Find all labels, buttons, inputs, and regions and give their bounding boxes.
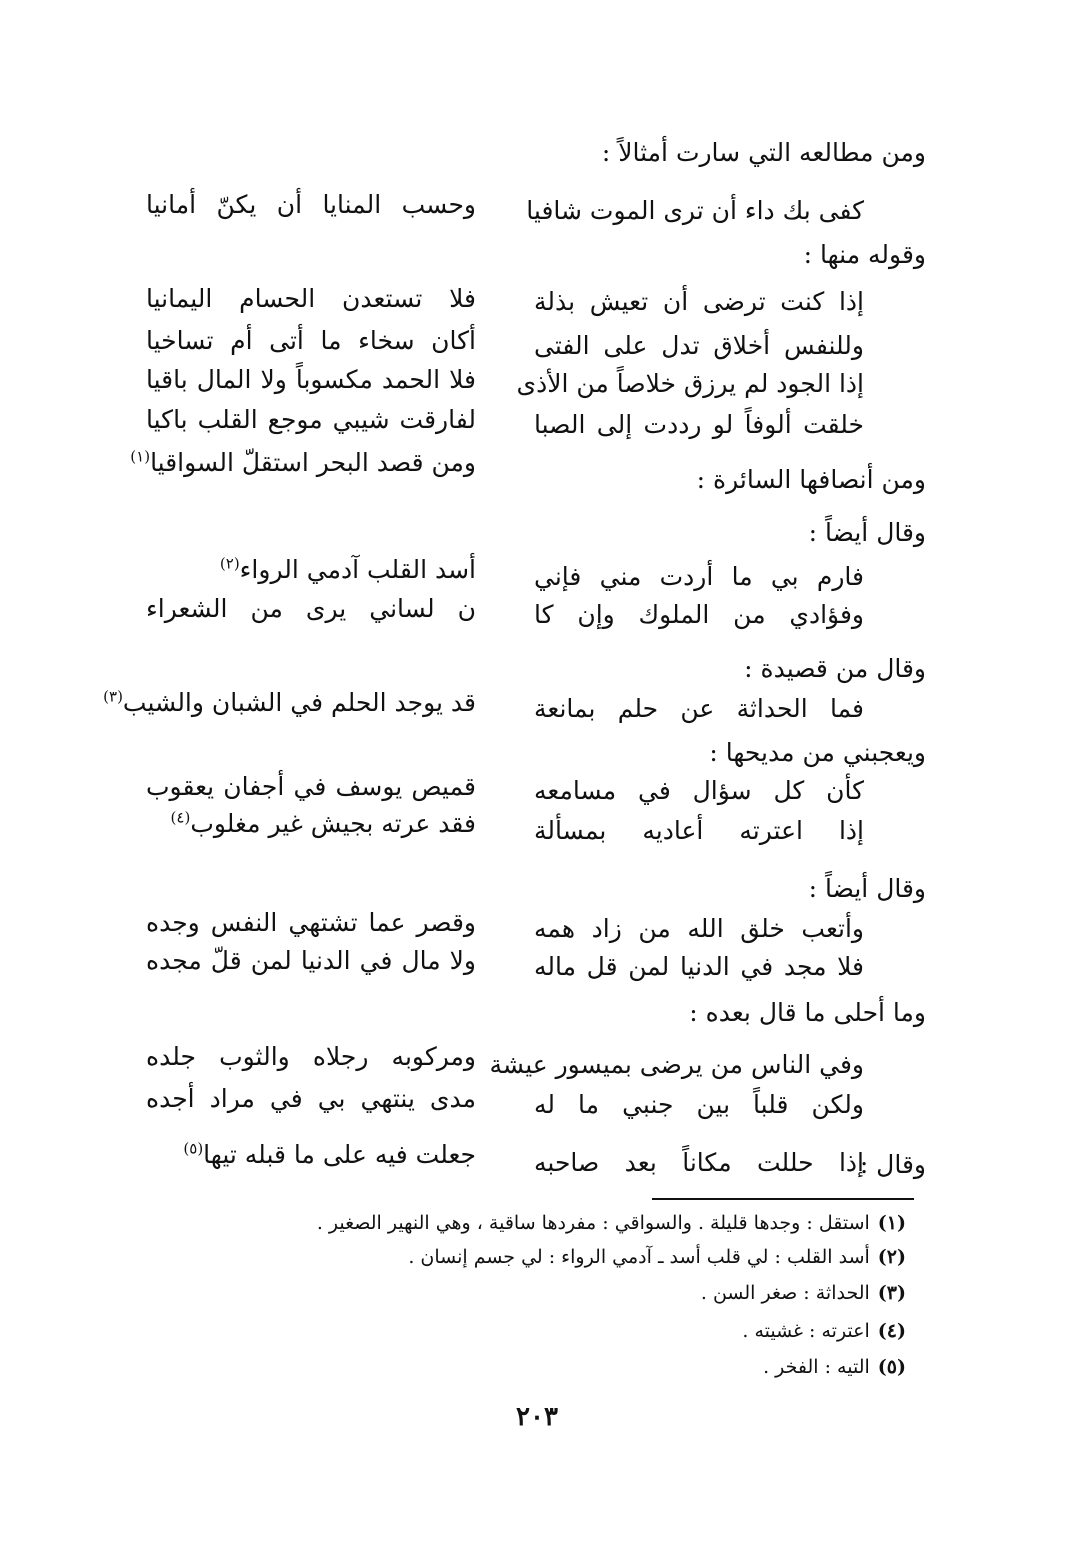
footnote-text: استقل : وجدها قليلة . والسواقي : مفردها ساقية ، وهي النهير الصغير . — [316, 1212, 870, 1234]
footnote-marker: (١) — [130, 447, 151, 466]
footnote-number: (٤) — [877, 1320, 906, 1342]
verse-first-hemistich: فما الحداثة عن حلم بمانعة — [534, 694, 864, 723]
verse-second-hemistich — [146, 553, 476, 587]
verse-second-hemistich — [146, 1138, 476, 1172]
intro-praise: ويعجبني من مديحها : — [709, 738, 926, 767]
footnote-number: (١) — [877, 1212, 906, 1234]
intro-proverbs: ومن مطالعه التي سارت أمثالاً : — [601, 138, 926, 167]
verse-second-hemistich: فلا الحمد مكسوباً ولا المال باقيا — [146, 365, 476, 394]
verse-first-hemistich: خلقت ألوفاً لو رددت إلى الصبا — [534, 410, 864, 439]
verse-second-hemistich: قميص يوسف في أجفان يعقوب — [146, 772, 476, 801]
verse-first-hemistich: إذا الجود لم يرزق خلاصاً من الأذى — [516, 369, 864, 398]
footnote — [146, 1210, 906, 1236]
footnote-marker: (٢) — [219, 554, 240, 573]
verse-second-hemistich: وحسب المنايا أن يكنّ أمانيا — [146, 190, 476, 219]
verse-first-hemistich: وأتعب خلق الله من زاد همه — [534, 914, 864, 943]
footnote-text: التيه : الفخر . — [763, 1356, 870, 1378]
hemistich-text: أسد القلب آدمي الرواء — [239, 555, 476, 584]
verse-second-hemistich: مدى ينتهي بي في مراد أجده — [146, 1084, 476, 1113]
verse-first-hemistich: وفؤادي من الملوك وإن كا — [534, 600, 864, 629]
verse-first-hemistich: إذا حللت مكاناً بعد صاحبه — [534, 1148, 864, 1177]
verse-first-hemistich: إذا اعترته أعاديه بمسألة — [534, 816, 864, 845]
verse-first-hemistich: وللنفس أخلاق تدل على الفتى — [534, 331, 864, 360]
footnote-number: (٢) — [877, 1246, 906, 1268]
verse-first-hemistich: كأن كل سؤال في مسامعه — [534, 776, 864, 805]
footnote-text: أسد القلب : لي قلب أسد ـ آدمي الرواء : لي جسم إنسان . — [408, 1246, 870, 1268]
footnote — [146, 1280, 906, 1306]
footnote-number: (٥) — [877, 1356, 906, 1378]
verse-second-hemistich: ن لساني يرى من الشعراء — [146, 594, 476, 623]
hemistich-text: جعلت فيه على ما قبله تيها — [203, 1140, 476, 1169]
verse-second-hemistich — [146, 807, 476, 841]
intro-after-it: وما أحلى ما قال بعده : — [689, 998, 926, 1027]
verse-second-hemistich: أكان سخاء ما أتى أم تساخيا — [146, 326, 476, 355]
footnote-marker: (٥) — [183, 1139, 204, 1158]
verse-second-hemistich: لفارقت شيبي موجع القلب باكيا — [146, 405, 476, 434]
intro-popular-halves: ومن أنصافها السائرة : — [696, 465, 926, 494]
intro-he-said: وقال : — [859, 1150, 926, 1179]
verse-first-hemistich: ولكن قلباً بين جنبي ما له — [534, 1090, 864, 1119]
footnote — [146, 1318, 906, 1344]
verse-second-hemistich: ومركوبه رجلاه والثوب جلده — [146, 1042, 476, 1071]
footnote-divider — [652, 1198, 914, 1200]
verse-first-hemistich: كفى بك داء أن ترى الموت شافيا — [526, 196, 864, 225]
intro-from-qasida: وقال من قصيدة : — [744, 654, 926, 683]
intro-he-also-said: وقال أيضاً : — [808, 518, 926, 547]
verse-second-hemistich: ولا مال في الدنيا لمن قلّ مجده — [146, 946, 476, 975]
verse-first-hemistich: إذا كنت ترضى أن تعيش بذلة — [534, 287, 864, 316]
page-number: ٢٠٣ — [516, 1402, 558, 1432]
verse-first-hemistich: فارم بي ما أردت مني فإني — [534, 562, 864, 591]
footnote-text: اعترته : غشيته . — [742, 1320, 870, 1342]
verse-second-hemistich — [103, 686, 476, 720]
footnote-text: الحداثة : صغر السن . — [700, 1282, 870, 1304]
verse-first-hemistich: وفي الناس من يرضى بميسور عيشة — [489, 1050, 864, 1079]
footnote — [146, 1354, 906, 1380]
footnote — [146, 1244, 906, 1270]
footnote-number: (٣) — [877, 1282, 906, 1304]
hemistich-text: فقد عرته بجيش غير مغلوب — [190, 809, 476, 838]
hemistich-text: قد يوجد الحلم في الشبان والشيب — [122, 688, 476, 717]
intro-from-it: وقوله منها : — [803, 240, 926, 269]
intro-he-also-said: وقال أيضاً : — [808, 874, 926, 903]
verse-first-hemistich: فلا مجد في الدنيا لمن قل ماله — [534, 952, 864, 981]
verse-second-hemistich: فلا تستعدن الحسام اليمانيا — [146, 284, 476, 313]
footnote-marker: (٣) — [103, 687, 123, 706]
hemistich-text: ومن قصد البحر استقلّ السواقيا — [150, 448, 476, 477]
verse-second-hemistich: وقصر عما تشتهي النفس وجده — [146, 908, 476, 937]
footnote-marker: (٤) — [170, 808, 191, 827]
